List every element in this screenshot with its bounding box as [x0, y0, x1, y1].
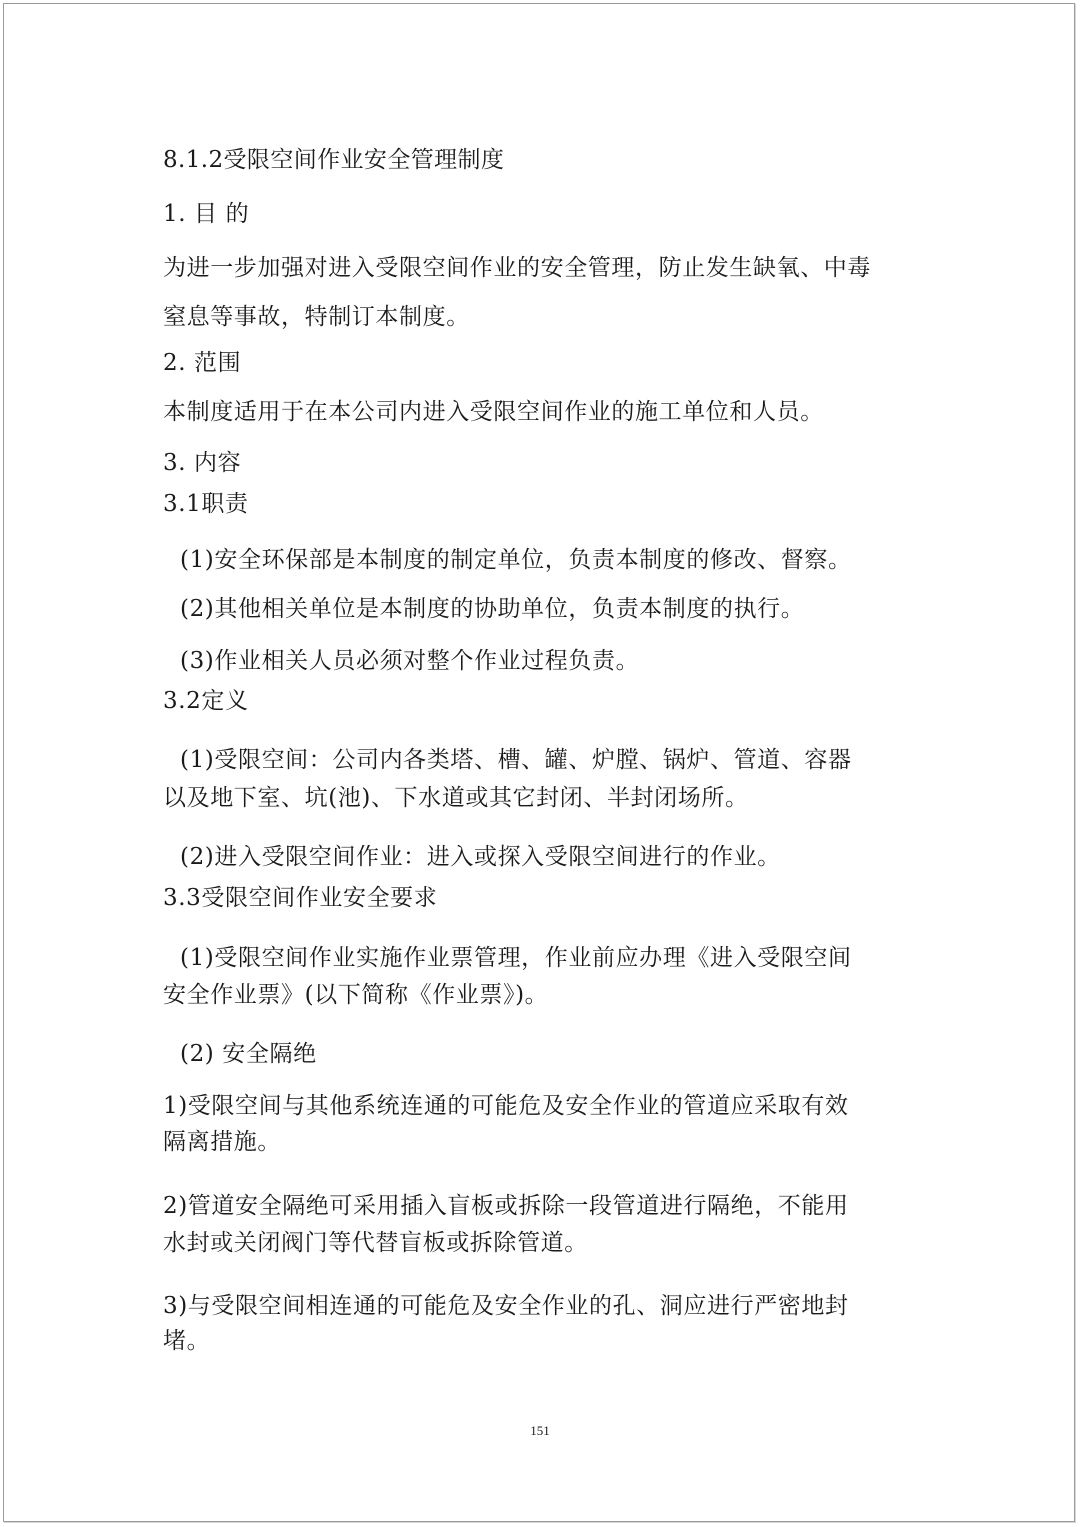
definitions-item-1-line-2: 以及地下室、坑(池)、下水道或其它封闭、半封闭场所。 — [163, 785, 749, 811]
requirements-sub-2-line-2: 水封或关闭阀门等代替盲板或拆除管道。 — [163, 1230, 588, 1256]
duties-heading: 3.1职责 — [163, 491, 249, 517]
definitions-item-1-line-1: (1)受限空间：公司内各类塔、槽、罐、炉膛、锅炉、管道、容器 — [180, 747, 852, 773]
purpose-heading: 1. 目 的 — [163, 201, 250, 227]
scope-text: 本制度适用于在本公司内进入受限空间作业的施工单位和人员。 — [163, 399, 824, 425]
requirements-item-1-line-2: 安全作业票》(以下简称《作业票》)。 — [163, 982, 549, 1008]
requirements-item-2-heading: (2) 安全隔绝 — [180, 1041, 317, 1067]
page-number: 151 — [530, 1423, 550, 1438]
duties-item-3: (3)作业相关人员必须对整个作业过程负责。 — [180, 648, 640, 674]
requirements-heading: 3.3受限空间作业安全要求 — [163, 885, 438, 911]
requirements-sub-1-line-1: 1)受限空间与其他系统连通的可能危及安全作业的管道应采取有效 — [163, 1093, 849, 1119]
requirements-sub-2-line-1: 2)管道安全隔绝可采用插入盲板或拆除一段管道进行隔绝，不能用 — [163, 1193, 849, 1219]
requirements-item-1-line-1: (1)受限空间作业实施作业票管理，作业前应办理《进入受限空间 — [180, 945, 852, 971]
requirements-sub-1-line-2: 隔离措施。 — [163, 1129, 281, 1155]
definitions-item-2: (2)进入受限空间作业：进入或探入受限空间进行的作业。 — [180, 844, 781, 870]
requirements-sub-3-line-2: 堵。 — [163, 1328, 211, 1354]
requirements-sub-3-line-1: 3)与受限空间相连通的可能危及安全作业的孔、洞应进行严密地封 — [163, 1293, 849, 1319]
duties-item-1: (1)安全环保部是本制度的制定单位，负责本制度的修改、督察。 — [180, 547, 852, 573]
content-heading: 3. 内容 — [163, 450, 242, 476]
purpose-text-line-1: 为进一步加强对进入受限空间作业的安全管理，防止发生缺氧、中毒 — [163, 255, 871, 281]
section-title: 8.1.2受限空间作业安全管理制度 — [163, 147, 505, 173]
purpose-text-line-2: 窒息等事故，特制订本制度。 — [163, 304, 470, 330]
definitions-heading: 3.2定义 — [163, 688, 249, 714]
duties-item-2: (2)其他相关单位是本制度的协助单位，负责本制度的执行。 — [180, 596, 805, 622]
scope-heading: 2. 范围 — [163, 350, 242, 376]
